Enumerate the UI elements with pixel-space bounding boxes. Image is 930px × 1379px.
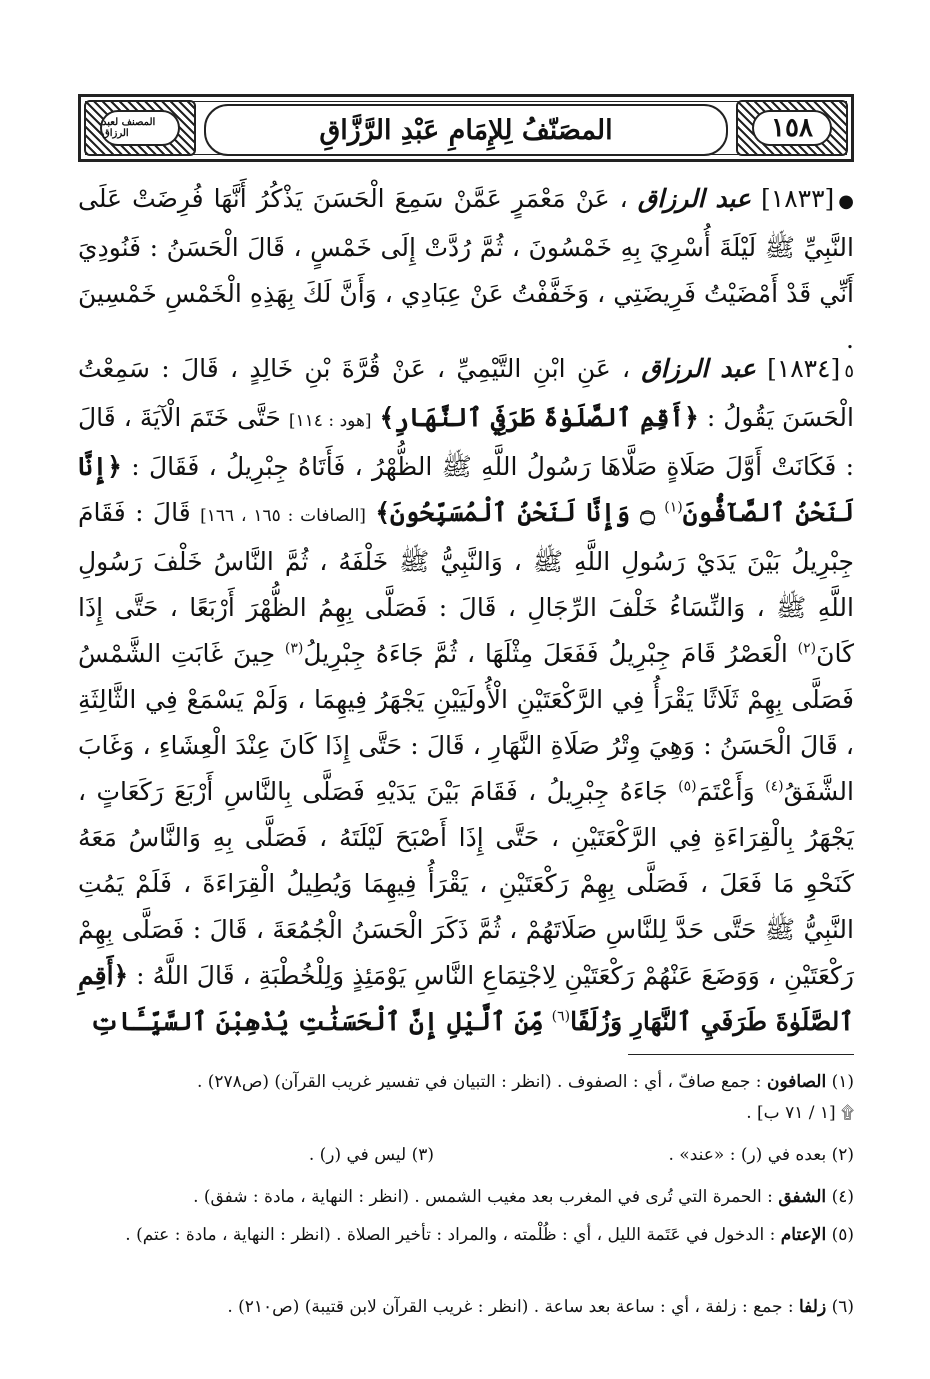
footnote-ref-3[interactable]: (٣) — [284, 640, 304, 657]
quran-verse-2: ﴿إِنَّا لَنَحْنُ ٱلصَّآفُّونَ — [78, 452, 855, 527]
hadith-text-seg2: حَتَّى خَتَمَ الْآيَةَ ، قَالَ : فَكَانَتْ أَوَّلَ صَلَاةٍ صَلَّاهَا رَسُولُ اللَّهِ ﷺ الظُّهْرُ ، فَأَتَاهُ جِبْرِيلُ ، فَقَالَ : — [78, 403, 854, 481]
footnote-number: (٦) — [831, 1297, 854, 1317]
footnote-text: : جمع : زلفة ، أي : ساعة بعد ساعة . (انظر : غريب القرآن لابن قتيبة) (ص٢١٠) . — [227, 1297, 794, 1317]
page-title: المصَنّفُ لِلإِمَامِ عَبْدِ الرَّزَّاقِ — [319, 114, 613, 146]
hadith-1833 — [78, 176, 854, 363]
footnote-1-manuscript-ref — [78, 1099, 854, 1127]
verse-reference-2: [الصافات : ١٦٥ ، ١٦٦] — [200, 506, 366, 526]
hadith-text-seg6: وَأَعْتَمَ — [696, 777, 755, 806]
footnote-number: (٤) — [831, 1187, 854, 1207]
page-number-emblem — [752, 110, 832, 146]
footnote-number: (١) — [831, 1072, 854, 1092]
footnote-1 — [78, 1068, 854, 1096]
header-ornament-left — [84, 100, 196, 156]
page-number: ١٥٨ — [771, 113, 813, 143]
footnote-5 — [78, 1221, 854, 1249]
header-ornament-emblem — [100, 110, 180, 146]
bullet-marker: ● — [838, 191, 854, 212]
hadith-author: عبد الرزاق — [637, 184, 751, 213]
running-header — [78, 94, 854, 162]
hadith-text: ، عَنْ مَعْمَرٍ عَمَّنْ سَمِعَ الْحَسَنَ يَذْكُرُ أَنَّهَا فُرِضَتْ عَلَى النَّبِيِّ ﷺ لَيْلَةَ أُسْرِيَ بِهِ خَمْسُونَ ، ثُمَّ رُدَّتْ إِلَى خَمْسٍ ، قَالَ الْحَسَنُ : فَنُودِيَ أَنِّي قَدْ أَمْضَيْتُ فَرِيضَتِي ، وَخَفَّفْتُ عَنْ عِبَادِي ، وَأَنَّ لَكَ بِهَذِهِ الْخَمْسِ خَمْسِينَ . — [78, 184, 854, 354]
footnote-ref-6[interactable]: (٦) — [551, 1008, 571, 1025]
footnote-term: الشفق — [778, 1187, 827, 1207]
footnote-ref-2[interactable]: (٢) — [797, 640, 817, 657]
hadith-author: عبد الرزاق — [641, 354, 756, 383]
footnote-separator — [628, 1054, 854, 1055]
header-ornament-right — [736, 100, 848, 156]
footnote-text: : الحمرة التي تُرى في المغرب بعد مغيب الشمس . (انظر : النهاية ، مادة : شفق) . — [193, 1187, 773, 1207]
hadith-number: [١٨٣٣] — [761, 184, 835, 213]
quran-verse-3: ﴿أَقِمِ ٱلصَّلَوٰةَ طَرَفَيِ ٱلنَّهَارِ وَزُلَفًا — [78, 961, 854, 1036]
footnote-term: زلفا — [799, 1297, 827, 1317]
header-ornament-text: المصنف لعبد الرزاق — [102, 117, 156, 139]
quran-verse-1: ﴿أَقِمِ ٱلصَّلَوٰةَ طَرَفَيِ ٱلنَّهَارِ﴾ — [379, 403, 699, 432]
verse-reference-1: [هود : ١١٤] — [288, 411, 372, 431]
footnote-term: الصافون — [766, 1072, 827, 1092]
footnote-ref-5[interactable]: (٥) — [678, 778, 697, 795]
circle-marker: ٥ — [844, 361, 854, 382]
footnote-text: (٣) ليس في (ر) . — [308, 1145, 434, 1165]
hadith-text-seg5: حِينَ غَابَتِ الشَّمْسُ فَصَلَّى بِهِمْ ثَلَاثًا يَقْرَأُ فِي الرَّكْعَتَيْنِ الْأُولَيَيْنِ يَجْهَرُ فِيهِمَا ، وَلَمْ يَسْمَعْ فِي الثَّالِثَةِ ، قَالَ الْحَسَنُ : وَهِيَ وِتْرُ صَلَاةِ النَّهَارِ ، قَالَ : حَتَّى إِذَا كَانَ عِنْدَ الْعِشَاءِ ، وَغَابَ الشَّفَقُ — [78, 639, 854, 806]
footnote-text: (٢) بعده في (ر) : «عند» . — [668, 1145, 854, 1165]
footnote-ref-1[interactable]: (١) — [664, 499, 683, 516]
footnote-2 — [78, 1141, 854, 1169]
footnote-text: : جمع صافّ ، أي : الصفوف . (انظر : التبيان في تفسير غريب القرآن) (ص٢٧٨) . — [196, 1072, 762, 1092]
footnote-number: (٥) — [831, 1225, 854, 1245]
hadith-1834 — [78, 346, 854, 1045]
hadith-text-seg7: جَاءَهُ جِبْرِيلُ ، فَقَامَ بَيْنَ يَدَيْهِ فَصَلَّى بِالنَّاسِ أَرْبَعَ رَكَعَاتٍ ، يَجْهَرُ بِالْقِرَاءَةِ فِي الرَّكْعَتَيْنِ ، حَتَّى إِذَا أَصْبَحَ لَيْلَتَهُ ، فَصَلَّى بِهِ وَالنَّاسُ مَعَهُ كَنَحْوِ مَا فَعَلَ ، فَصَلَّى بِهِمْ رَكْعَتَيْنِ ، يَقْرَأُ فِيهِمَا وَيُطِيلُ الْقِرَاءَةَ ، فَلَمْ يَمُتِ النَّبِيُّ ﷺ حَتَّى حَدَّ لِلنَّاسِ صَلَاتَهُمْ ، ثُمَّ ذَكَرَ الْحَسَنُ الْجُمُعَةَ ، قَالَ : فَصَلَّى بِهِمْ رَكْعَتَيْنِ ، وَوَضَعَ عَنْهُمْ رَكْعَتَيْنِ لِاجْتِمَاعِ النَّاسِ يَوْمَئِذٍ وَلِلْخُطْبَةِ ، قَالَ اللَّهُ : — [78, 777, 854, 990]
footnote-term: الإعتام — [780, 1225, 827, 1245]
quran-verse-3b: مِّنَ ٱلَّيْلِ إِنَّ ٱلْحَسَنَٰتِ يُذْهِبْنَ ٱلسَّيِّـَٔاتِ — [90, 1007, 544, 1036]
footnote-text: ۩ [١ / ٧١ ب] . — [746, 1103, 854, 1123]
hadith-text-seg4: الْعَصْرُ قَامَ جِبْرِيلُ فَفَعَلَ مِثْلَهَا ، ثُمَّ جَاءَهُ جِبْرِيلُ — [303, 639, 788, 668]
quran-verse-2b: ۝ وَإِنَّا لَنَحْنُ ٱلْمُسَبِّحُونَ﴾ — [375, 498, 655, 527]
footnote-text: : الدخول في عَتَمة الليل ، أي : ظُلْمته ، والمراد : تأخير الصلاة . (انظر : النهاية ، مادة : عتم) . — [125, 1225, 776, 1245]
hadith-number: [١٨٣٤] — [767, 354, 841, 383]
footnote-3 — [309, 1141, 434, 1169]
footnote-6 — [78, 1293, 854, 1321]
hadith-text-seg3: قَالَ : فَقَامَ جِبْرِيلُ بَيْنَ يَدَيْ رَسُولِ اللَّهِ ﷺ ، وَالنَّبِيُّ ﷺ خَلْفَهُ ، ثُمَّ النَّاسُ خَلْفَ رَسُولِ اللَّهِ ﷺ ، وَالنِّسَاءُ خَلْفَ الرِّجَالِ ، قَالَ : فَصَلَّى بِهِمُ الظُّهْرَ أَرْبَعًا ، حَتَّى إِذَا كَانَ — [78, 498, 855, 668]
footnote-ref-4[interactable]: (٤) — [765, 778, 784, 795]
header-title-box — [204, 104, 728, 156]
footnote-4 — [78, 1183, 854, 1211]
hadith-text-seg1: ، عَنِ ابْنِ التَّيْمِيِّ ، عَنْ قُرَّةَ بْنِ خَالِدٍ ، قَالَ : سَمِعْتُ الْحَسَنَ يَقُولُ : — [78, 354, 854, 432]
